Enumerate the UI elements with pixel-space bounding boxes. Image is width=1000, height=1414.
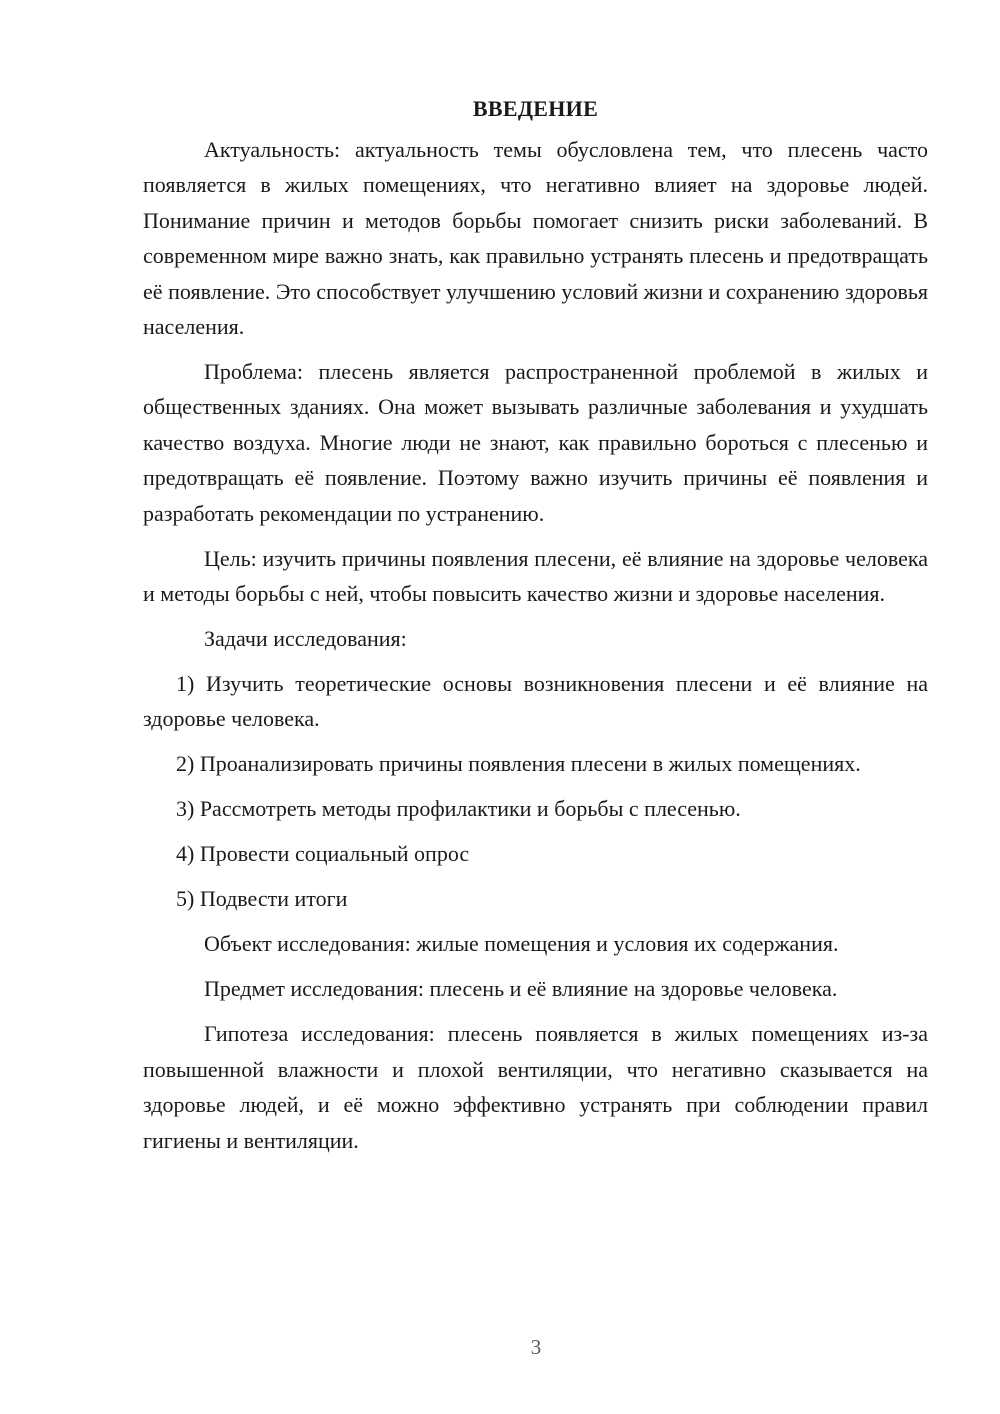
page-content xyxy=(143,92,928,1158)
tasks-heading: Задачи исследования: xyxy=(204,626,407,652)
problem-paragraph: Проблема: плесень является распространенной проблемой в жилых и общественных зданиях. Она может вызывать различные заболевания и ухудшать качество воздуха. Многие люди не знают, как правильно бороться с плесенью и предотвращать её появление. Поэтому важно изучить причины её появления и разработать рекомендации по устранению. xyxy=(143,359,928,526)
section-heading: ВВЕДЕНИЕ xyxy=(472,96,599,121)
subject-paragraph: Предмет исследования: плесень и её влияние на здоровье человека. xyxy=(204,976,838,1002)
task-item-3: 3) Рассмотреть методы профилактики и борьбы с плесенью. xyxy=(176,796,741,822)
task-item-4: 4) Провести социальный опрос xyxy=(176,841,470,867)
task-item-2: 2) Проанализировать причины появления плесени в жилых помещениях. xyxy=(176,751,861,777)
relevance-paragraph: Актуальность: актуальность темы обусловлена тем, что плесень часто появляется в жилых помещениях, что негативно влияет на здоровье людей. Понимание причин и методов борьбы помогает снизить риски заболеваний. В современном мире важно знать, как правильно устранять плесень и предотвращать её появление. Это способствует улучшению условий жизни и сохранению здоровья населения. xyxy=(143,137,928,340)
goal-paragraph: Цель: изучить причины появления плесени, её влияние на здоровье человека и методы борьбы с ней, чтобы повысить качество жизни и здоровье населения. xyxy=(143,545,928,607)
task-item-5: 5) Подвести итоги xyxy=(176,886,348,912)
object-paragraph: Объект исследования: жилые помещения и условия их содержания. xyxy=(204,931,839,957)
task-item-1: 1) Изучить теоретические основы возникновения плесени и её влияние на здоровье человека. xyxy=(143,671,928,732)
hypothesis-paragraph: Гипотеза исследования: плесень появляется в жилых помещениях из-за повышенной влажности и плохой вентиляции, что негативно сказывается на здоровье людей, и её можно эффективно устранять при соблюдении правил гигиены и вентиляции. xyxy=(143,1021,928,1153)
page-number: 3 xyxy=(530,1335,542,1359)
